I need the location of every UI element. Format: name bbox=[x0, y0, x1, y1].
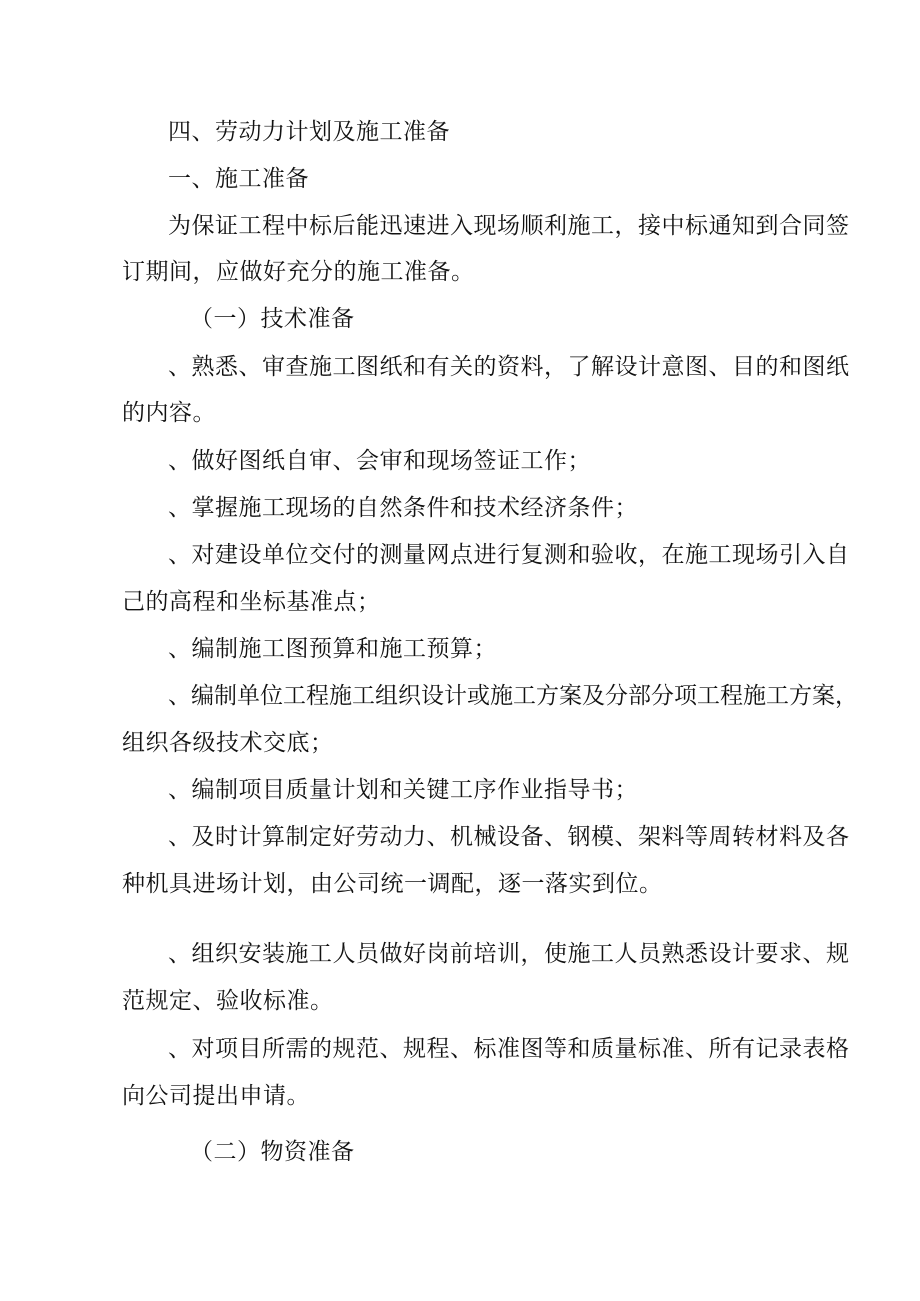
item-10-line-2: 向公司提出申请。 bbox=[122, 1083, 310, 1109]
item-8-line-1: 、及时计算制定好劳动力、机械设备、钢模、架料等周转材料及各 bbox=[168, 824, 850, 850]
item-2: 、做好图纸自审、会审和现场签证工作； bbox=[168, 448, 591, 474]
item-6-line-2: 组织各级技术交底； bbox=[122, 730, 334, 756]
item-3: 、掌握施工现场的自然条件和技术经济条件； bbox=[168, 495, 638, 521]
intro-line-1: 为保证工程中标后能迅速进入现场顺利施工，接中标通知到合同签 bbox=[168, 213, 850, 239]
item-1-line-2: 的内容。 bbox=[122, 400, 216, 426]
item-6-line-1: 、编制单位工程施工组织设计或施工方案及分部分项工程施工方案， bbox=[168, 683, 858, 709]
heading-main: 四、劳动力计划及施工准备 bbox=[168, 119, 450, 145]
item-4-line-1: 、对建设单位交付的测量网点进行复测和验收，在施工现场引入自 bbox=[168, 542, 850, 568]
item-4-line-2: 己的高程和坐标基准点； bbox=[122, 589, 381, 615]
item-8-line-2: 种机具进场计划，由公司统一调配，逐一落实到位。 bbox=[122, 871, 663, 897]
heading-section: 一、施工准备 bbox=[168, 166, 309, 192]
subsection-tech-prep: （一）技术准备 bbox=[190, 306, 355, 332]
item-7: 、编制项目质量计划和关键工序作业指导书； bbox=[168, 777, 638, 803]
item-1-line-1: 、熟悉、审查施工图纸和有关的资料，了解设计意图、目的和图纸 bbox=[168, 354, 850, 380]
subsection-material-prep: （二）物资准备 bbox=[190, 1139, 355, 1165]
item-10-line-1: 、对项目所需的规范、规程、标准图等和质量标准、所有记录表格 bbox=[168, 1036, 850, 1062]
item-9-line-2: 范规定、验收标准。 bbox=[122, 988, 334, 1014]
item-5: 、编制施工图预算和施工预算； bbox=[168, 636, 497, 662]
intro-line-2: 订期间，应做好充分的施工准备。 bbox=[122, 259, 475, 285]
item-9-line-1: 、组织安装施工人员做好岗前培训，使施工人员熟悉设计要求、规 bbox=[168, 941, 850, 967]
